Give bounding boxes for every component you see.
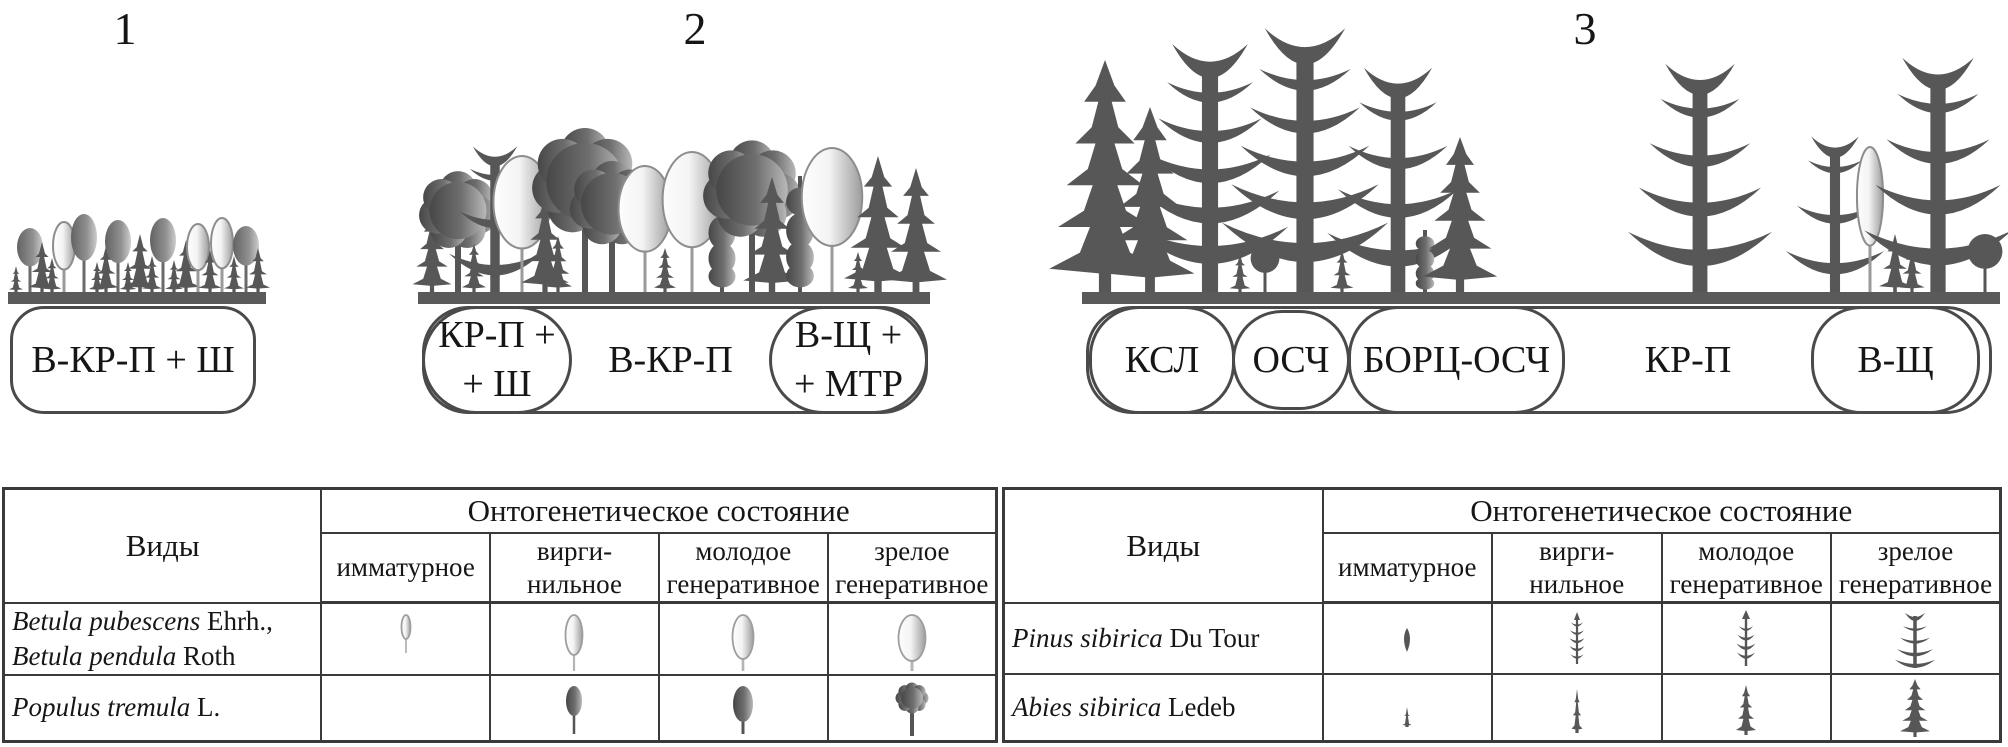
stage-cell	[1492, 603, 1661, 674]
populus-young-generative-icon	[708, 676, 778, 740]
species-table-left	[2, 487, 998, 743]
birch-young-generative-icon	[708, 607, 778, 671]
stage-header-mature-generative: зрелое генеративное	[828, 533, 997, 603]
stage-cell	[1831, 603, 2001, 674]
stage-cell	[321, 675, 490, 742]
pinus-mature-generative-icon	[1880, 606, 1950, 670]
section2-left-line2: + Ш	[462, 363, 532, 405]
ksl-text: КСЛ	[1124, 338, 1200, 381]
ontogenetic-state-header: Онтогенетическое состояние	[1323, 489, 2001, 534]
stage-header-virginile: вирги- нильное	[490, 533, 659, 603]
stage-cell	[490, 675, 659, 742]
stage-header-immature: имматурное	[321, 533, 490, 603]
section2-left-line1: КР-П +	[438, 314, 556, 357]
populus-virginile-icon	[539, 676, 609, 740]
section2-right-line1: В-Щ +	[794, 314, 903, 357]
birch-mature-generative-icon	[877, 607, 947, 671]
species-column-header: Виды	[1004, 489, 1323, 603]
section1-community-label	[10, 306, 256, 414]
stage-cell	[828, 675, 997, 742]
species-name-abies: Abies sibirica Ledeb	[1004, 674, 1323, 742]
section-3-number: 3	[1573, 3, 1597, 54]
abies-virginile-icon	[1542, 675, 1612, 739]
stage-header-immature: имматурное	[1323, 533, 1492, 603]
abies-young-generative-icon	[1711, 675, 1781, 739]
krp-text: КР-П	[1644, 339, 1732, 381]
birch-virginile-icon	[539, 607, 609, 671]
pinus-young-generative-icon	[1711, 606, 1781, 670]
abies-mature-generative-icon	[1880, 675, 1950, 739]
species-name-betula: Betula pubescens Ehrh., Betula pendula Roth	[4, 603, 322, 675]
section2-right-community-label	[769, 306, 928, 414]
stage-cell	[321, 603, 490, 675]
stage-cell	[1831, 674, 2001, 742]
species-name-populus: Populus tremula L.	[4, 675, 322, 742]
section2-center-text: В-КР-П	[608, 339, 733, 381]
abies-immature-icon	[1372, 675, 1442, 739]
stage-cell	[828, 603, 997, 675]
section1-community-text: В-КР-П + Ш	[31, 338, 235, 381]
section-3-trees	[1049, 28, 2008, 304]
section2-left-community-label	[422, 306, 572, 414]
vsch-text: В-Щ	[1857, 338, 1934, 381]
table-row-populus	[4, 675, 997, 742]
section2-right-line2: + МТР	[793, 363, 904, 405]
section-1-number: 1	[113, 3, 137, 54]
stage-header-young-generative: молодое генеративное	[1662, 533, 1831, 603]
table-row-pinus	[1004, 603, 2001, 674]
stage-cell	[1323, 603, 1492, 674]
section3-krp-label	[1565, 306, 1811, 414]
pinus-immature-icon	[1372, 606, 1442, 670]
borc-osch-text: БОРЦ-ОСЧ	[1362, 338, 1551, 381]
osch-text: ОСЧ	[1252, 338, 1330, 381]
species-table-right	[1002, 487, 2002, 743]
stage-cell	[1662, 603, 1831, 674]
stage-cell	[659, 675, 828, 742]
ontogenetic-tables	[2, 487, 2002, 743]
stage-header-young-generative: молодое генеративное	[659, 533, 828, 603]
stage-header-mature-generative: зрелое генеративное	[1831, 533, 2001, 603]
section-1-trees	[8, 214, 270, 304]
section3-vsch-label	[1811, 306, 1980, 414]
species-column-header: Виды	[4, 489, 322, 603]
species-name-pinus: Pinus sibirica Du Tour	[1004, 603, 1323, 674]
stage-header-virginile: вирги- нильное	[1492, 533, 1661, 603]
section3-borc-osch-label	[1348, 306, 1565, 414]
stage-cell	[1492, 674, 1661, 742]
section2-center-community-label	[572, 306, 769, 414]
section-2-trees	[413, 128, 948, 304]
table-row-betula	[4, 603, 997, 675]
pinus-virginile-icon	[1542, 606, 1612, 670]
table-row-abies	[1004, 674, 2001, 742]
stage-cell	[659, 603, 828, 675]
birch-immature-icon	[371, 607, 441, 671]
ontogenetic-state-header: Онтогенетическое состояние	[321, 489, 996, 534]
section3-osch-label	[1232, 310, 1350, 410]
populus-mature-generative-icon	[877, 676, 947, 740]
section-2-number: 2	[683, 3, 707, 54]
stage-cell	[1662, 674, 1831, 742]
stage-cell	[1323, 674, 1492, 742]
section3-ksl-label	[1089, 306, 1235, 414]
stage-cell	[490, 603, 659, 675]
